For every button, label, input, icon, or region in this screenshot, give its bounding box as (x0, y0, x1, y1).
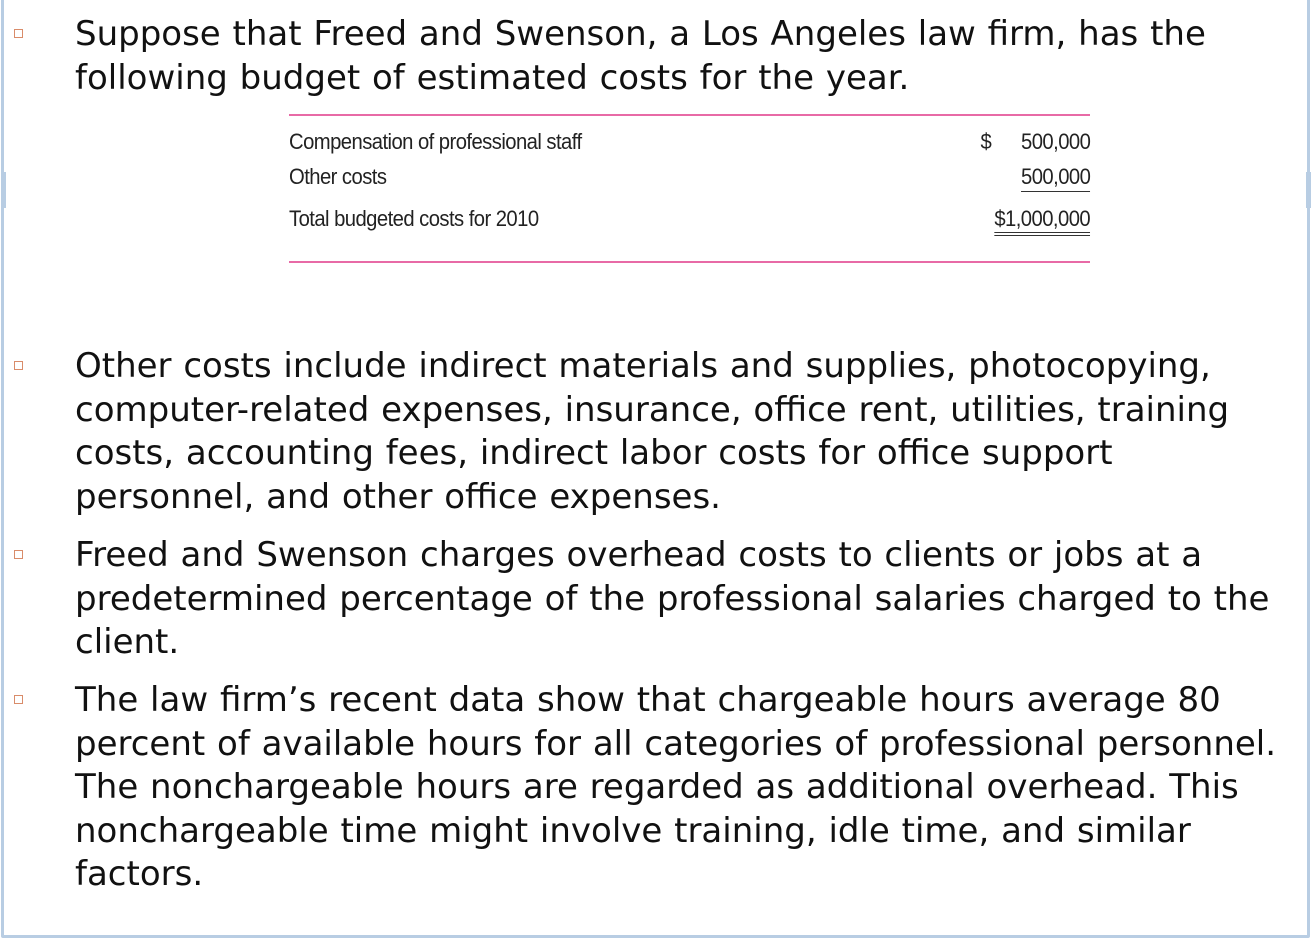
table-bottom-rule (289, 261, 1090, 263)
row-value-other-costs: 500,000 (1021, 164, 1090, 192)
row-value-total: $1,000,000 (994, 206, 1090, 236)
budget-table (289, 114, 1090, 264)
row-label-other-costs: Other costs (289, 164, 387, 189)
row-value-compensation: 500,000 (1020, 129, 1090, 154)
row-label-compensation: Compensation of professional staff (289, 129, 582, 154)
row-label-total: Total budgeted costs for 2010 (289, 206, 539, 231)
right-edge-mark (1306, 172, 1311, 208)
paragraph-overhead-charges: Freed and Swenson charges overhead costs to clients or jobs at a predetermined percentage of the professional salaries charged to the client. (75, 535, 1270, 662)
bullet-square-icon (14, 550, 23, 559)
bullet-square-icon (14, 361, 23, 370)
paragraph-chargeable-hours: The law firm’s recent data show that chargeable hours average 80 percent of available hours for all categories of professional personnel. The nonchargeable hours are regarded as additional overhead. This nonchargeable time might involve training, idle time, and similar factors. (75, 680, 1277, 894)
table-top-rule (289, 114, 1090, 116)
paragraph-intro: Suppose that Freed and Swenson, a Los Angeles law firm, has the following budget of estimated costs for the year. (75, 14, 1206, 98)
left-edge-mark (1, 172, 6, 208)
bullet-square-icon (14, 695, 23, 704)
paragraph-other-costs: Other costs include indirect materials and supplies, photocopying, computer-related expenses, insurance, office rent, utilities, training costs, accounting fees, indirect labor costs for office support personnel, and other office expenses. (75, 346, 1230, 517)
bullet-square-icon (14, 29, 23, 38)
row-currency-compensation: $ (980, 129, 992, 154)
